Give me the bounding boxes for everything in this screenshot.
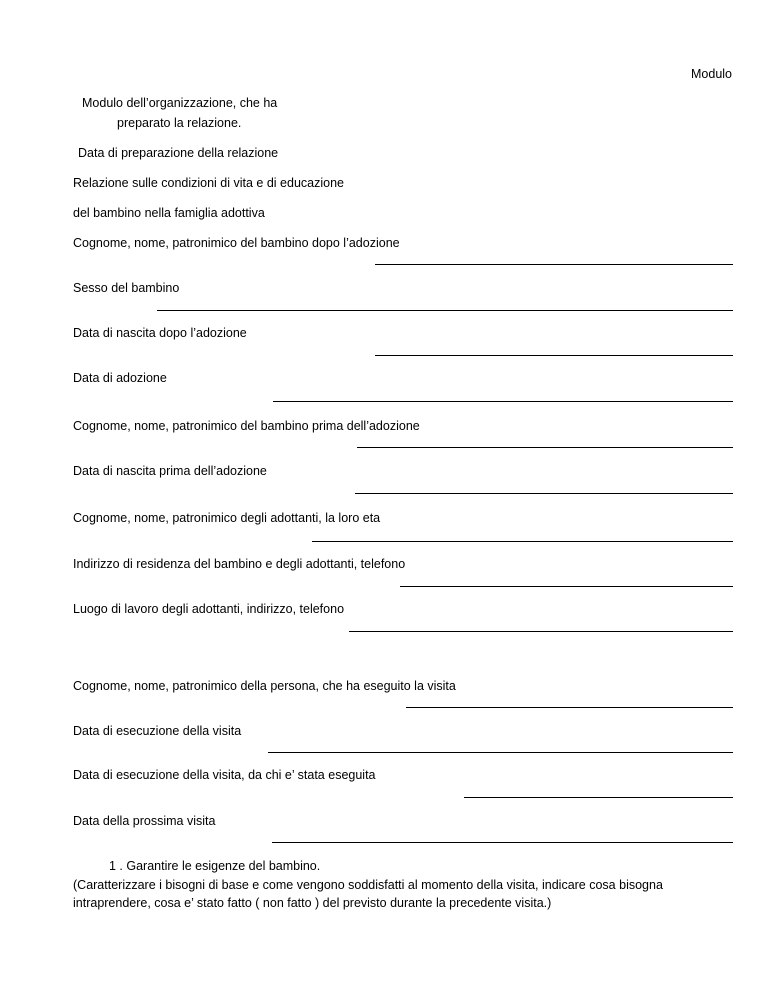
field-label-child-sex: Sesso del bambino: [73, 281, 180, 295]
fill-line-visit-date[interactable]: [268, 752, 733, 753]
fill-line-next-visit-date[interactable]: [272, 842, 733, 843]
fill-line-birthdate-before-adoption[interactable]: [355, 493, 733, 494]
fill-line-visitor-name[interactable]: [406, 707, 733, 708]
fill-line-adopters-name-age[interactable]: [312, 541, 733, 542]
report-title-line2: del bambino nella famiglia adottiva: [73, 206, 265, 220]
form-label: Modulo: [691, 67, 732, 81]
field-label-workplace-address-phone: Luogo di lavoro degli adottanti, indirizzo, telefono: [73, 602, 345, 616]
fill-line-adoption-date[interactable]: [273, 401, 733, 402]
organization-label-line2: preparato la relazione.: [117, 116, 242, 130]
fill-line-workplace-address-phone[interactable]: [349, 631, 733, 632]
field-label-adopters-name-age: Cognome, nome, patronimico degli adottanti, la loro eta: [73, 511, 381, 525]
fill-line-residence-address-phone[interactable]: [400, 586, 733, 587]
field-label-adoption-date: Data di adozione: [73, 371, 167, 385]
fill-line-child-sex[interactable]: [157, 310, 733, 311]
field-label-next-visit-date: Data della prossima visita: [73, 814, 216, 828]
field-label-residence-address-phone: Indirizzo di residenza del bambino e degli adottanti, telefono: [73, 557, 406, 571]
report-title-line1: Relazione sulle condizioni di vita e di educazione: [73, 176, 345, 190]
section-heading-child-needs: 1 . Garantire le esigenze del bambino.: [109, 859, 321, 873]
organization-label-line1: Modulo dell’organizzazione, che ha: [82, 96, 278, 110]
field-label-visit-date: Data di esecuzione della visita: [73, 724, 242, 738]
field-label-birthdate-before-adoption: Data di nascita prima dell’adozione: [73, 464, 267, 478]
field-label-child-name-before-adoption: Cognome, nome, patronimico del bambino prima dell’adozione: [73, 419, 420, 433]
section-description-child-needs: (Caratterizzare i bisogni di base e come vengono soddisfatti al momento della visita, indicare cosa bisogna intraprendere, cosa e’ stato fatto ( non fatto ) del previsto durante la precedente visita.): [73, 878, 663, 910]
preparation-date-label: Data di preparazione della relazione: [78, 146, 279, 160]
field-label-visitor-name: Cognome, nome, patronimico della persona, che ha eseguito la visita: [73, 679, 456, 693]
fill-line-child-name-before-adoption[interactable]: [357, 447, 733, 448]
field-label-visit-date-performer: Data di esecuzione della visita, da chi e’ stata eseguita: [73, 768, 376, 782]
fill-line-visit-date-performer[interactable]: [464, 797, 733, 798]
field-label-birthdate-after-adoption: Data di nascita dopo l’adozione: [73, 326, 247, 340]
fill-line-child-name-after-adoption[interactable]: [375, 264, 733, 265]
field-label-child-name-after-adoption: Cognome, nome, patronimico del bambino dopo l’adozione: [73, 236, 400, 250]
fill-line-birthdate-after-adoption[interactable]: [375, 355, 733, 356]
